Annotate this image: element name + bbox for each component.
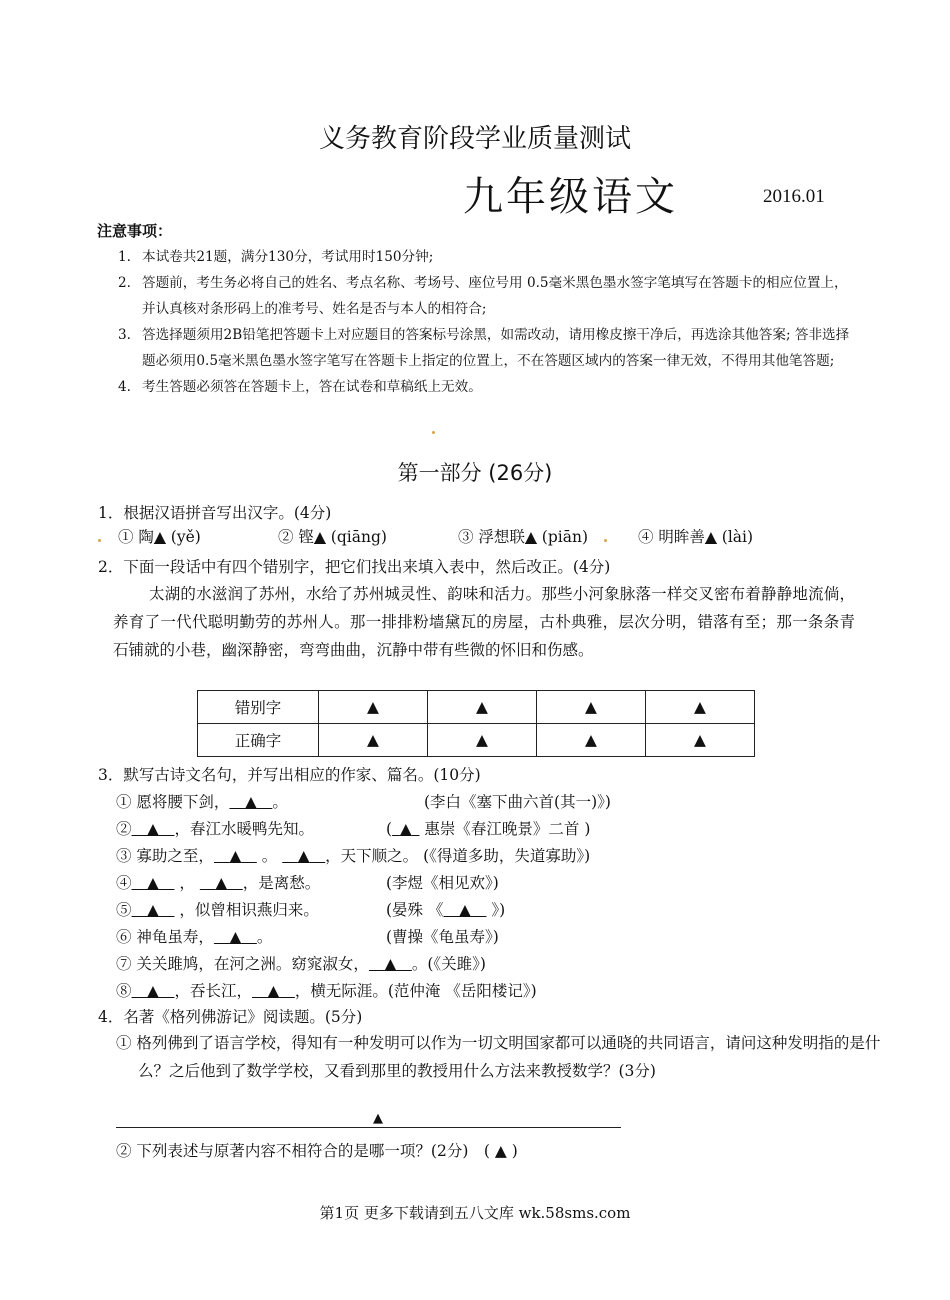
notice-num: 2. (118, 275, 131, 291)
choice-blank[interactable]: ( ▲ ) (483, 1142, 518, 1160)
row-label: 错别字 (198, 691, 319, 724)
answer-cell[interactable]: ▲ (428, 691, 537, 724)
poem-text: ，吞长江， (174, 982, 252, 1000)
q3-source-4: (李煜《相见欢》) (386, 874, 499, 892)
q3-source-1: (李白《塞下曲六首(其一)》) (424, 793, 611, 811)
poem-text: ④ (116, 874, 132, 892)
pinyin: (qiāng) (330, 528, 387, 546)
answer-blank[interactable]: ▲ (244, 793, 257, 811)
stray-dot (432, 431, 435, 434)
poem-text: 。 (272, 793, 288, 811)
q1-item-3 (458, 525, 588, 547)
q1-item-1 (118, 525, 201, 547)
q4-sub2 (116, 1139, 518, 1161)
answer-blank[interactable]: ▲ (147, 901, 159, 919)
answer-blank[interactable]: ▲ (399, 820, 412, 838)
q1-item-4 (638, 525, 753, 547)
answer-blank[interactable]: ▲ (153, 528, 166, 546)
page-footer: 第1页 更多下载请到五八文库 wk.58sms.com (319, 1204, 631, 1222)
exam-date: 2016.01 (763, 186, 825, 207)
answer-blank[interactable]: ▲ (147, 874, 159, 892)
notice-num: 1. (118, 249, 131, 265)
poem-text: ⑧ (116, 982, 132, 1000)
notice-item (118, 270, 858, 322)
poem-text: ，横无际涯。(范仲淹 《岳阳楼记》) (294, 982, 537, 1000)
q4-sub1: ① 格列佛到了语言学校，得知有一种发明可以作为一切文明国家都可以通晓的共同语言，请问这种发明指的是什么？之后他到了数学学校，又看到那里的教授用什么方法来教授数学？(3分) (116, 1034, 881, 1080)
poem-text: ⑦ 关关雎鸠，在河之洲。窈窕淑女， (116, 955, 369, 973)
q3-line-8 (116, 979, 537, 1001)
notice-text: 答题前，考生务必将自己的姓名、考点名称、考场号、座位号用 0.5毫米黑色墨水签字笔填写在答题卡的相应位置上，并认真核对条形码上的准考号、姓名是否与本人的相符合; (142, 275, 848, 317)
q3-line-6 (116, 925, 272, 947)
notice-num: 4. (118, 379, 131, 395)
q2-passage: 太湖的水滋润了苏州，水给了苏州城灵性、韵味和活力。那些小河象脉落一样交叉密布着静静地流倘，养育了一代代聪明勤劳的苏州人。那一排排粉墙黛瓦的房屋，古朴典雅，层次分明，错落有至；那一条条青石铺就的小巷，幽深静密，弯弯曲曲，沉静中带有些微的怀旧和伤感。 (113, 585, 855, 659)
question-text: ② 下列表述与原著内容不相符合的是哪一项？(2分) (116, 1142, 469, 1160)
q1-text: ① 陶 (118, 528, 154, 546)
answer-blank[interactable]: ▲ (458, 901, 471, 919)
q1-text: ② 铿 (278, 528, 314, 546)
answer-cell[interactable]: ▲ (537, 724, 646, 757)
answer-blank[interactable]: ▲ (704, 528, 717, 546)
q3-line-2 (116, 817, 314, 839)
notice-text: 答选择题须用2B铅笔把答题卡上对应题目的答案标号涂黑，如需改动，请用橡皮擦干净后，再选涂其他答案; 答非选择题必须用0.5毫米黑色墨水签字笔写在答题卡上指定的位置上，不在答题区域内的答案一律无效，不得用其他笔答题; (142, 327, 850, 369)
answer-blank[interactable]: ▲ (297, 847, 310, 865)
q3-source-2: ( ▲ 惠崇《春江晚景》二首 ) (386, 820, 591, 838)
answer-blank[interactable]: ▲ (524, 528, 537, 546)
q4-stem: 4．名著《格列佛游记》阅读题。(5分) (98, 1008, 363, 1026)
q1-text: ③ 浮想联 (458, 528, 525, 546)
q3-line-4: ④ ▲ ， ▲ ，是离愁。 (116, 874, 321, 892)
q3-line-7 (116, 952, 486, 974)
poem-text: 。(《关雎》) (411, 955, 486, 973)
answer-mark: ▲ (373, 1111, 383, 1126)
q3-line-1 (116, 790, 288, 812)
q1-stem: 1．根据汉语拼音写出汉字。(4分) (98, 504, 332, 522)
answer-blank[interactable]: ▲ (384, 955, 397, 973)
notice-item (118, 374, 858, 400)
poem-text: ⑤ (116, 901, 132, 919)
q2-stem: 2．下面一段话中有四个错别字，把它们找出来填入表中，然后改正。(4分) (98, 558, 611, 576)
poem-text: ③ 寡助之至， (116, 847, 214, 865)
answer-line[interactable] (116, 1127, 621, 1128)
pinyin: (lài) (721, 528, 754, 546)
notice-list (118, 244, 858, 400)
notice-heading: 注意事项： (97, 222, 173, 240)
notice-item (118, 244, 858, 270)
answer-blank[interactable]: ▲ (147, 982, 159, 1000)
answer-cell[interactable]: ▲ (428, 724, 537, 757)
notice-item (118, 322, 858, 374)
poem-text: ⑥ 神龟虽寿， (116, 928, 214, 946)
answer-cell[interactable]: ▲ (646, 691, 755, 724)
q3-source-6: (曹操《龟虽寿》) (386, 928, 499, 946)
typo-table (197, 690, 755, 757)
q1-item-2 (278, 525, 387, 547)
poem-text: ，天下顺之。 (《得道多助，失道寡助》) (325, 847, 591, 865)
poem-text: ，似曾相识燕归来。 (179, 901, 319, 919)
answer-blank[interactable]: ▲ (215, 874, 228, 892)
answer-blank[interactable]: ▲ (267, 982, 280, 1000)
answer-cell[interactable]: ▲ (646, 724, 755, 757)
section-title: 第一部分 (26分) (397, 461, 553, 485)
answer-blank[interactable]: ▲ (147, 820, 159, 838)
q3-stem: 3．默写古诗文名句，并写出相应的作家、篇名。(10分) (98, 766, 481, 784)
notice-text: 本试卷共21题，满分130分，考试用时150分钟; (142, 249, 434, 265)
table-row (198, 691, 755, 724)
stray-dot (98, 539, 101, 542)
notice-text: 考生答题必须答在答题卡上，答在试卷和草稿纸上无效。 (142, 379, 482, 395)
stray-dot (604, 539, 607, 542)
q3-line-3: ③ 寡助之至， ▲ 。 ▲ ，天下顺之。 (《得道多助，失道寡助》) (116, 847, 591, 865)
poem-text: ① 愿将腰下剑， (116, 793, 230, 811)
notice-num: 3. (118, 327, 131, 343)
answer-blank[interactable]: ▲ (229, 928, 242, 946)
answer-blank[interactable]: ▲ (313, 528, 326, 546)
poem-text: 。 (256, 928, 273, 946)
q3-source-5: (晏殊 《 ▲ 》) (386, 901, 506, 919)
q1-text: ④ 明眸善 (638, 528, 705, 546)
poem-text: ，是离愁。 (242, 874, 321, 892)
answer-cell[interactable]: ▲ (319, 724, 428, 757)
answer-cell[interactable]: ▲ (319, 691, 428, 724)
poem-text: ，春江水暖鸭先知。 (174, 820, 314, 838)
exam-title: 义务教育阶段学业质量测试 (318, 124, 631, 154)
table-row (198, 724, 755, 757)
q3-line-5 (116, 898, 319, 920)
poem-text: ② (116, 820, 132, 838)
pinyin: (piān) (541, 528, 588, 546)
answer-blank[interactable]: ▲ (229, 847, 242, 865)
subject-title: 九年级语文 (463, 174, 678, 220)
pinyin: (yě) (170, 528, 201, 546)
answer-cell[interactable]: ▲ (537, 691, 646, 724)
row-label: 正确字 (198, 724, 319, 757)
